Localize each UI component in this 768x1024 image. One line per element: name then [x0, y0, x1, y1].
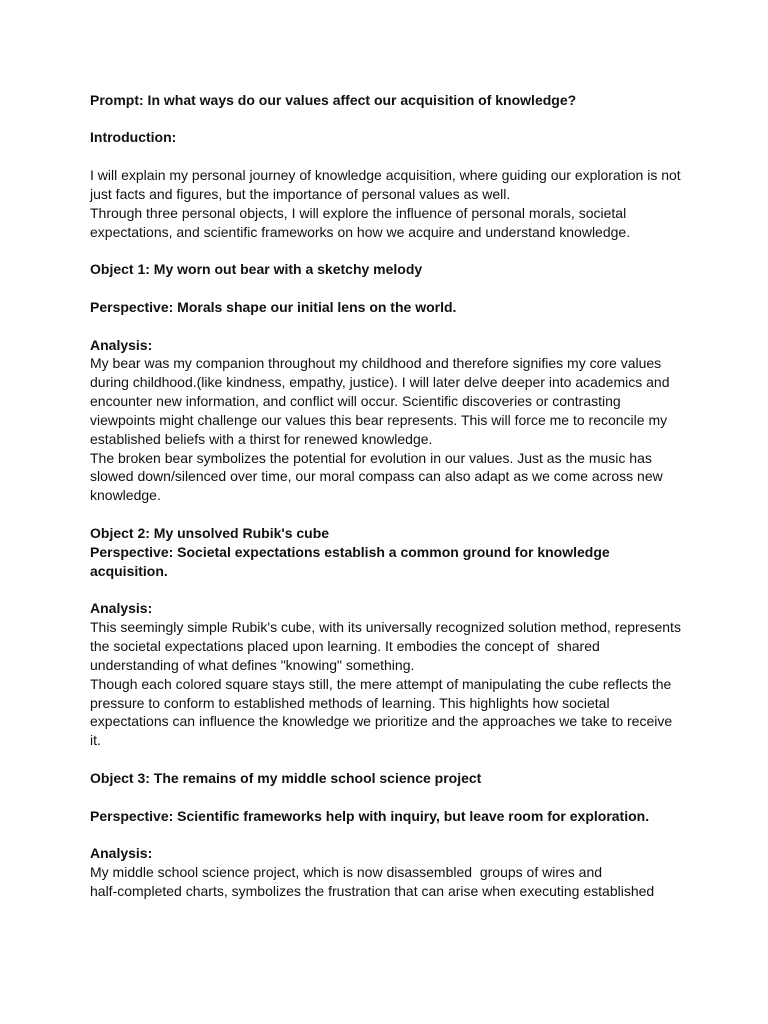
object1-analysis-line: established beliefs with a thirst for renewed knowledge.: [90, 430, 433, 447]
introduction-paragraph: [90, 166, 700, 241]
object2-analysis-line: understanding of what defines "knowing" something.: [90, 656, 415, 673]
object2-perspective: [90, 543, 700, 581]
object3-perspective: Perspective: Scientific frameworks help with inquiry, but leave room for exploration.: [90, 807, 650, 824]
blank-line: [90, 581, 700, 600]
object1-analysis-line: The broken bear symbolizes the potential for evolution in our values. Just as the music has: [90, 449, 652, 466]
blank-line: [90, 505, 700, 524]
introduction-line: I will explain my personal journey of knowledge acquisition, where guiding our exploration is not: [90, 166, 681, 183]
introduction-line: just facts and figures, but the importance of personal values as well.: [90, 185, 511, 202]
introduction-line: expectations, and scientific frameworks on how we acquire and understand knowledge.: [90, 223, 631, 240]
object3-analysis-line: My middle school science project, which is now disassembled groups of wires and: [90, 864, 603, 881]
object2-perspective-line: Perspective: Societal expectations establish a common ground for knowledge: [90, 543, 610, 560]
object3-title: Object 3: The remains of my middle school science project: [90, 769, 482, 786]
introduction-line: Through three personal objects, I will explore the influence of personal morals, societal: [90, 204, 627, 221]
object1-analysis-heading: Analysis:: [90, 336, 153, 353]
object2-analysis-heading: Analysis:: [90, 600, 153, 617]
object1-analysis-line: encounter new information, and conflict will occur. Scientific discoveries or contrasting: [90, 393, 621, 410]
object2-analysis-line: it.: [90, 732, 101, 749]
object1-perspective: Perspective: Morals shape our initial lens on the world.: [90, 298, 457, 315]
object2-analysis-line: Though each colored square stays still, the mere attempt of manipulating the cube reflects the: [90, 675, 672, 692]
object2-perspective-line: acquisition.: [90, 562, 168, 579]
object1-analysis-line: during childhood.(like kindness, empathy, justice). I will later delve deeper into academics and: [90, 374, 670, 391]
introduction-heading: Introduction:: [90, 129, 177, 146]
object1-analysis-line: My bear was my companion throughout my childhood and therefore signifies my core values: [90, 355, 662, 372]
object3-analysis-paragraph: [90, 863, 700, 901]
object1-title: Object 1: My worn out bear with a sketchy melody: [90, 261, 423, 278]
blank-line: [90, 279, 700, 298]
object1-analysis-paragraph: [90, 354, 700, 505]
blank-line: [90, 826, 700, 845]
blank-line: [90, 317, 700, 336]
object2-analysis-line: the societal expectations placed upon learning. It embodies the concept of shared: [90, 638, 600, 655]
blank-line: [90, 109, 700, 128]
prompt-heading: Prompt: In what ways do our values affect our acquisition of knowledge?: [90, 91, 577, 108]
object2-title: Object 2: My unsolved Rubik's cube: [90, 525, 330, 541]
blank-line: [90, 241, 700, 260]
blank-line: [90, 147, 700, 166]
object3-analysis-line: half-completed charts, symbolizes the frustration that can arise when executing established: [90, 883, 655, 900]
object1-analysis-line: slowed down/silenced over time, our moral compass can also adapt as we come across new: [90, 468, 663, 485]
blank-line: [90, 750, 700, 769]
document-body: [90, 91, 700, 901]
object1-analysis-line: knowledge.: [90, 487, 161, 504]
object2-analysis-paragraph: [90, 618, 700, 750]
blank-line: [90, 788, 700, 807]
object3-analysis-heading: Analysis:: [90, 845, 153, 862]
object2-analysis-line: expectations can influence the knowledge we prioritize and the approaches we take to receive: [90, 713, 673, 730]
object1-analysis-line: viewpoints might challenge our values this bear represents. This will force me to reconcile my: [90, 411, 668, 428]
object2-analysis-line: pressure to conform to established methods of learning. This highlights how societal: [90, 694, 610, 711]
object2-analysis-line: This seemingly simple Rubik's cube, with its universally recognized solution method, represents: [90, 619, 681, 636]
